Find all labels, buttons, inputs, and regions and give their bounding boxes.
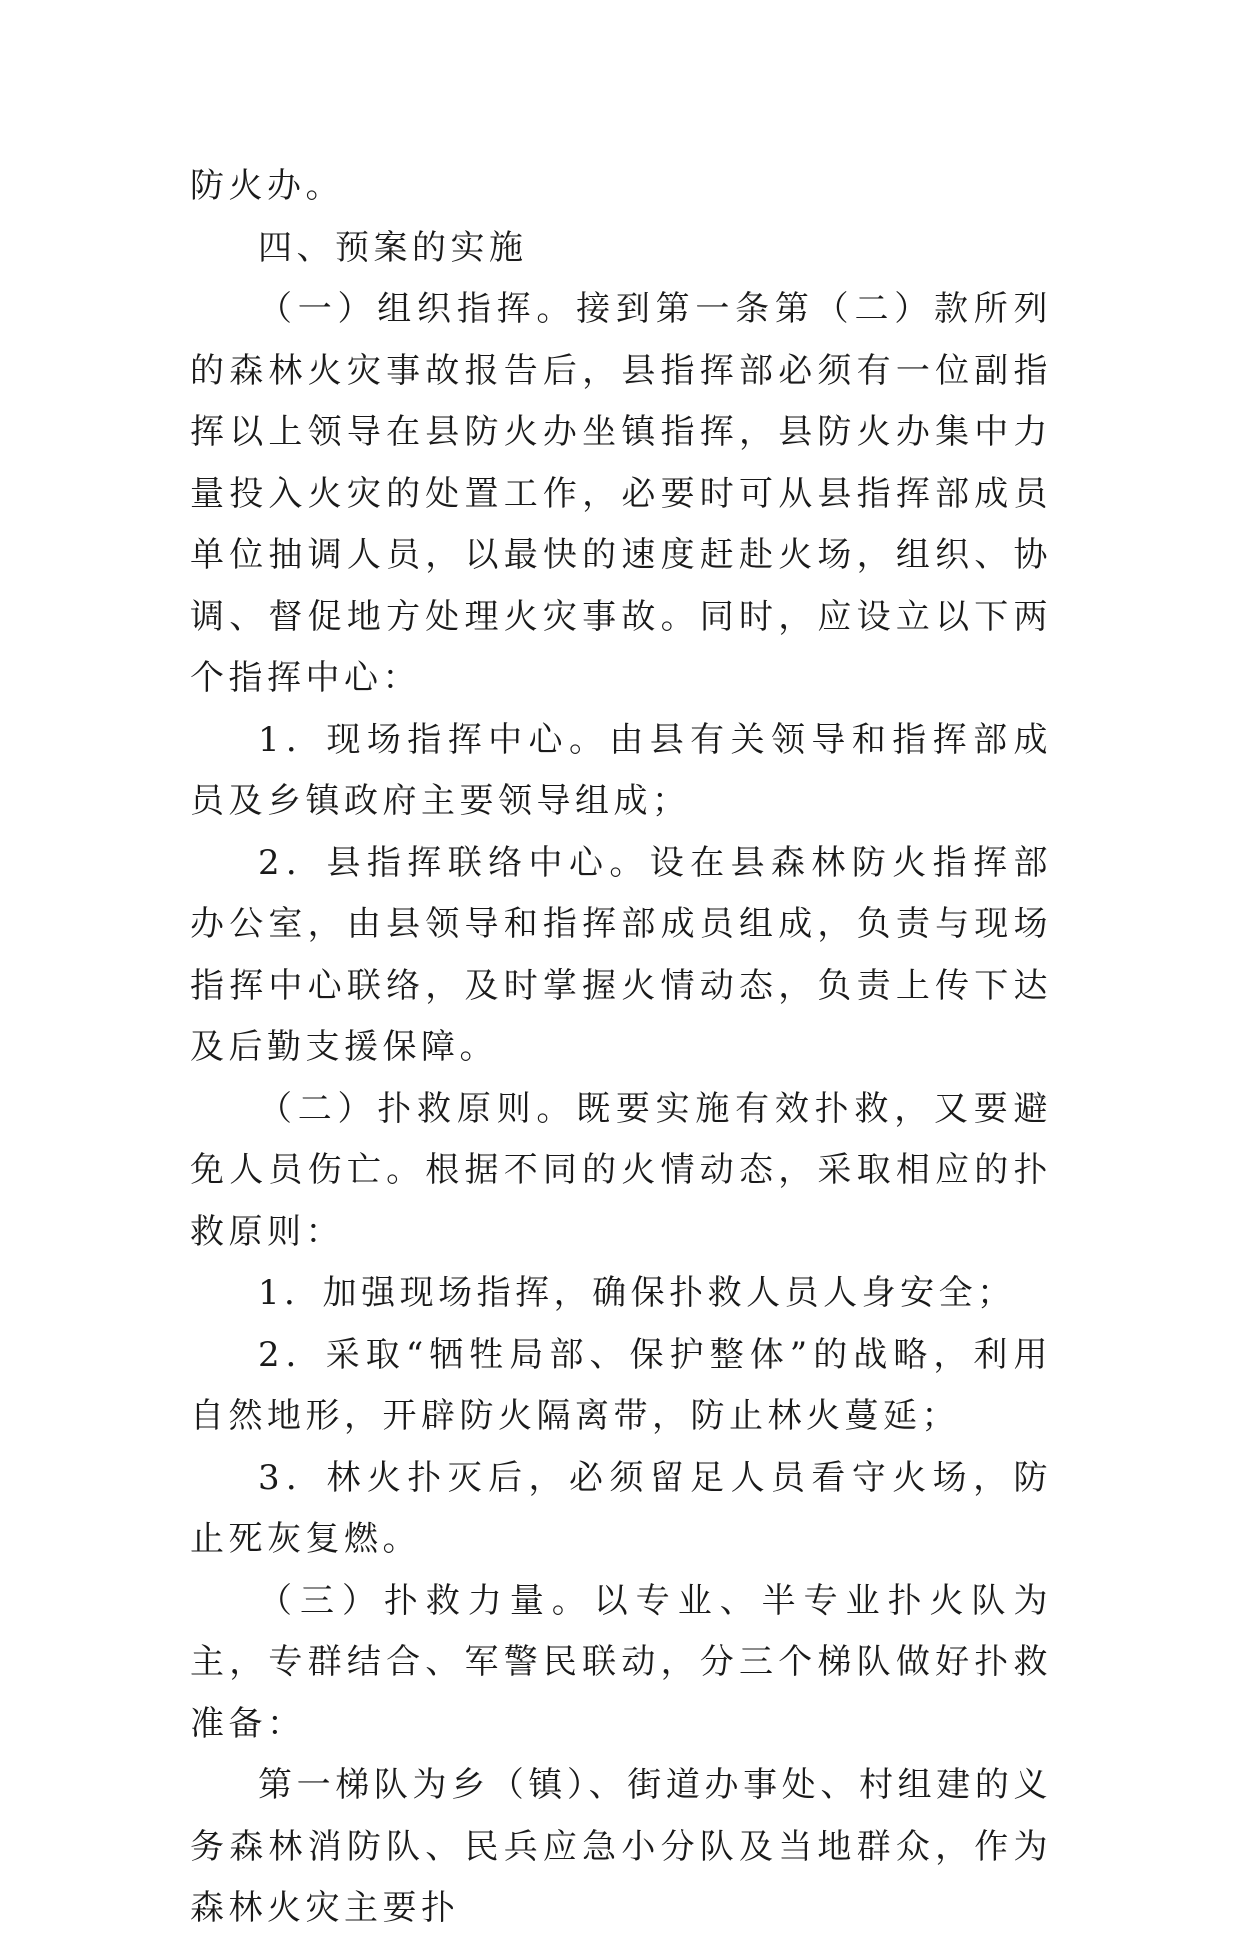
paragraph-principles: （二）扑救原则。既要实施有效扑救，又要避免人员伤亡。根据不同的火情动态，采取相应的扑救原则：	[190, 1088, 1052, 1252]
list-item-liaison-center: 2．县指挥联络中心。设在县森林防火指挥部办公室，由县领导和指挥部成员组成，负责与现场指挥中心联络，及时掌握火情动态，负责上传下达及后勤支援保障。	[190, 842, 1052, 1067]
paragraph-forces: （三）扑救力量。以专业、半专业扑火队为主，专群结合、军警民联动，分三个梯队做好扑救准备：	[190, 1580, 1052, 1744]
list-item-onsite-center: 1．现场指挥中心。由县有关领导和指挥部成员及乡镇政府主要领导组成；	[190, 719, 1052, 821]
paragraph-command: （一）组织指挥。接到第一条第（二）款所列的森林火灾事故报告后，县指挥部必须有一位副指挥以上领导在县防火办坐镇指挥，县防火办集中力量投入火灾的处置工作，必要时可从县指挥部成员单位抽调人员，以最快的速度赶赴火场，组织、协调、督促地方处理火灾事故。同时，应设立以下两个指挥中心：	[190, 289, 1052, 698]
paragraph-continuation: 防火办。	[190, 166, 344, 206]
section-heading-implementation: 四、预案的实施	[258, 227, 528, 268]
list-item-principle-3: 3．林火扑灭后，必须留足人员看守火场，防止死灰复燃。	[190, 1457, 1052, 1559]
document-page	[190, 156, 1052, 1940]
list-item-principle-1: 1．加强现场指挥，确保扑救人员人身安全；	[258, 1273, 1016, 1313]
paragraph-first-echelon: 第一梯队为乡（镇）、街道办事处、村组建的义务森林消防队、民兵应急小分队及当地群众，作为森林火灾主要扑	[190, 1765, 1052, 1928]
list-item-principle-2: 2．采取“牺牲局部、保护整体”的战略，利用自然地形，开辟防火隔离带，防止林火蔓延；	[190, 1334, 1052, 1436]
